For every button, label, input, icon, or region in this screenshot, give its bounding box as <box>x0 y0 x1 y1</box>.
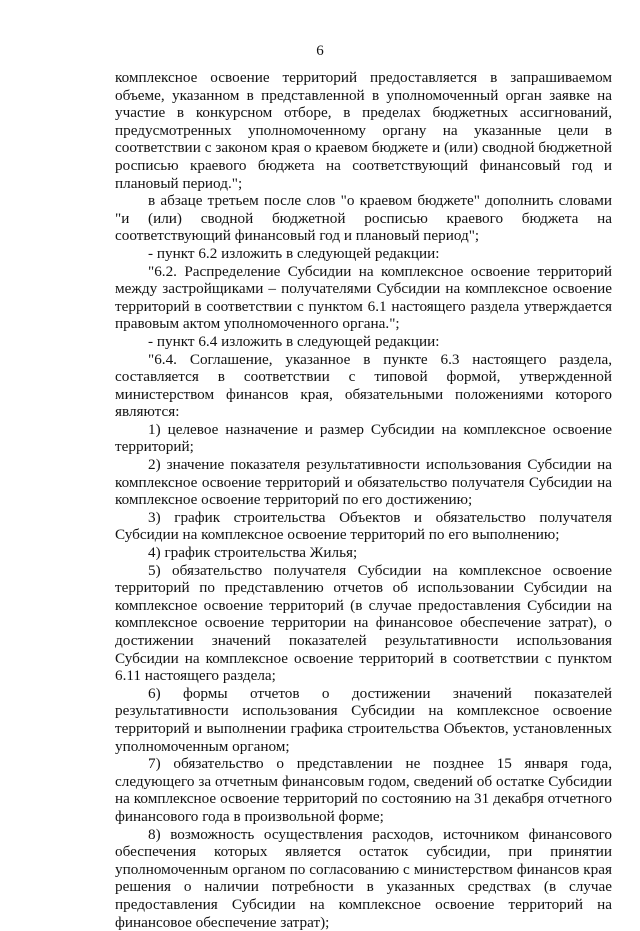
paragraph-clause-6-2-heading: - пункт 6.2 изложить в следующей редакции: <box>148 244 440 262</box>
list-item-2: 2) значение показателя результативности использования Субсидии на комплексное освоение территорий и обязательство получателя Субсидии на комплексное освоение территорий по его достижению; <box>115 456 612 509</box>
document-body <box>115 69 612 931</box>
list-item-1: 1) целевое назначение и размер Субсидии на комплексное освоение территорий; <box>115 420 612 456</box>
list-item-6: 6) формы отчетов о достижении значений показателей результативности использования Субсидии на комплексное освоение территорий и выполнении графика строительства Объектов, установленных уполномоченным органом; <box>115 684 612 755</box>
list-item-3: 3) график строительства Объектов и обязательство получателя Субсидии на комплексное освоение территорий по его выполнению; <box>115 508 612 544</box>
paragraph-clause-6-2-text: "6.2. Распределение Субсидии на комплексное освоение территорий между застройщиками – получателями Субсидии на комплексное освоение территорий в соответствии с пунктом 6.1 настоящего раздела утверждается правовым актом уполномоченного органа."; <box>115 262 612 333</box>
paragraph-amendment-third-clause: в абзаце третьем после слов "о краевом бюджете" дополнить словами "и (или) сводной бюджетной росписью краевого бюджета на соответствующий финансовый год и плановый период"; <box>115 192 612 245</box>
page-number: 6 <box>316 43 324 59</box>
paragraph-clause-6-4-text: "6.4. Соглашение, указанное в пункте 6.3 настоящего раздела, составляется в соответствии с типовой формой, утвержденной министерством финансов края, обязательными положениями которого являются: <box>115 350 612 421</box>
list-item-5: 5) обязательство получателя Субсидии на комплексное освоение территорий по представлению отчетов об использовании Субсидии на комплексное освоение территорий (в случае предоставления Субсидии на комплексное освоение территории на финансовое обеспечение затрат), о достижении значений показателей результативности использования Субсидии на комплексное освоение территорий в соответствии с пунктом 6.11 настоящего раздела; <box>115 561 612 685</box>
list-item-8: 8) возможность осуществления расходов, источником финансового обеспечения которых является остаток субсидии, при принятии уполномоченным органом по согласованию с министерством финансов края решения о наличии потребности в указанных средствах (в случае предоставления Субсидии на комплексное освоение территорий на финансовое обеспечение затрат); <box>115 825 612 931</box>
list-item-7: 7) обязательство о представлении не позднее 15 января года, следующего за отчетным финансовым годом, сведений об остатке Субсидии на комплексное освоение территорий по состоянию на 31 декабря отчетного финансового года в произвольной форме; <box>115 755 612 825</box>
paragraph-continuation: комплексное освоение территорий предоставляется в запрашиваемом объеме, указанном в представленной в уполномоченный орган заявке на участие в конкурсном отборе, в пределах бюджетных ассигнований, предусмотренных уполномоченному органу на указанные цели в соответствии с законом края о краевом бюджете и (или) сводной бюджетной росписью краевого бюджета на соответствующий финансовый год и плановый период."; <box>115 69 612 192</box>
list-item-4: 4) график строительства Жилья; <box>148 544 358 562</box>
paragraph-clause-6-4-heading: - пункт 6.4 изложить в следующей редакции: <box>148 332 440 350</box>
